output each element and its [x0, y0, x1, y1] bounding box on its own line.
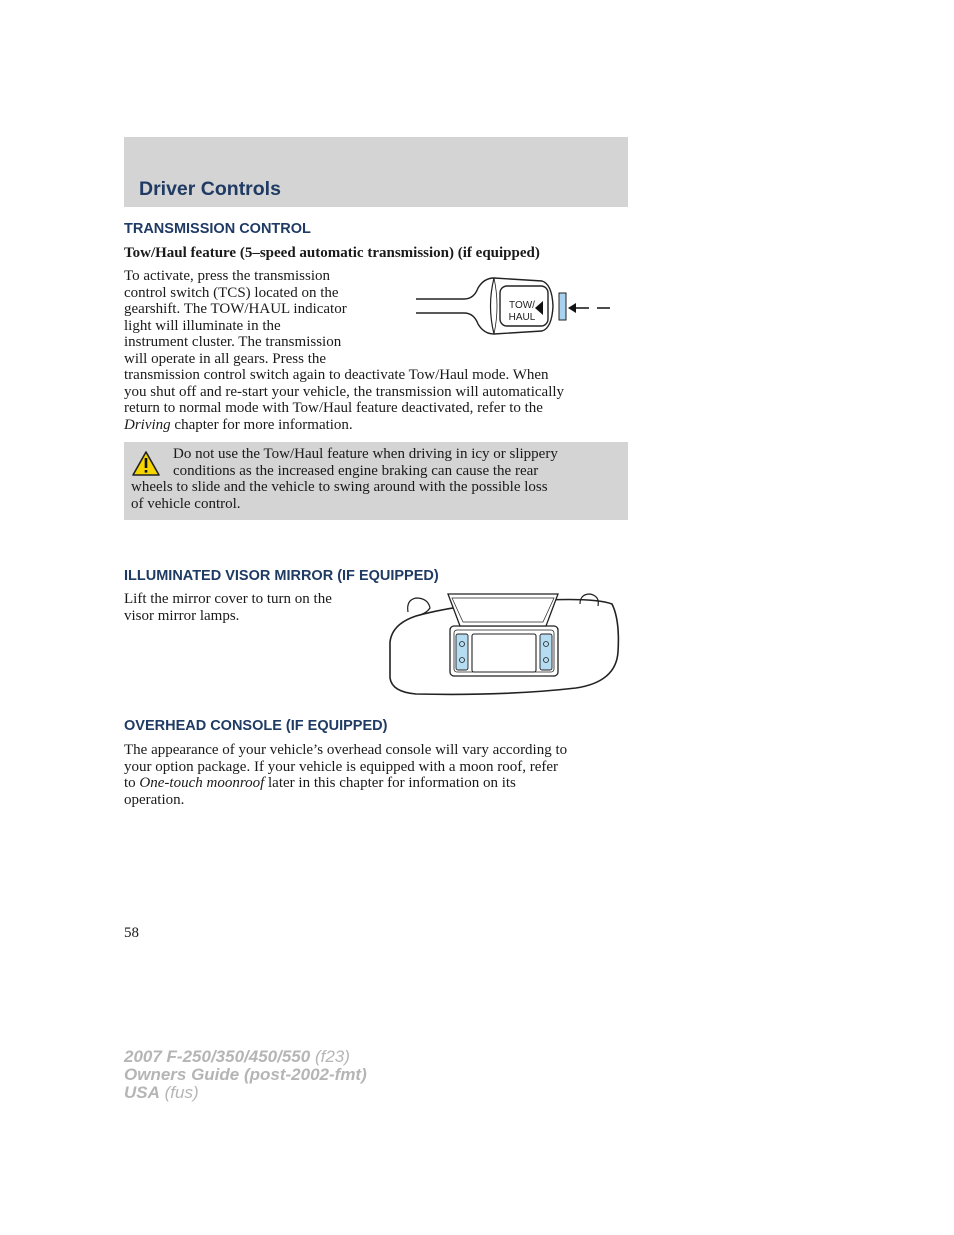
page-number: 58	[124, 925, 139, 941]
text-line: instrument cluster. The transmission	[124, 334, 342, 350]
footer-line: USA (fus)	[124, 1083, 199, 1102]
text-line: light will illuminate in the	[124, 317, 281, 334]
text-line: you shut off and re-start your vehicle, the transmission will automatically	[124, 383, 565, 400]
text-line: visor mirror lamps.	[124, 607, 240, 624]
warning-box	[124, 442, 628, 520]
text-line: will operate in all gears. Press the	[124, 350, 327, 367]
text-line: transmission control switch again to deactivate Tow/Haul mode. When	[124, 367, 549, 383]
haul-label: HAUL	[508, 312, 536, 323]
text-line: The appearance of your vehicle’s overhead console will vary according to	[124, 742, 568, 758]
document-footer	[124, 1048, 367, 1102]
footer-line: 2007 F-250/350/450/550 (f23)	[124, 1047, 350, 1066]
text-line: Lift the mirror cover to turn on the	[124, 591, 332, 607]
transmission-heading: TRANSMISSION CONTROL	[124, 221, 311, 237]
visor-heading: ILLUMINATED VISOR MIRROR (IF EQUIPPED)	[124, 568, 439, 584]
visor-paragraph	[124, 591, 332, 624]
text-line: Driving chapter for more information.	[124, 416, 353, 433]
section-header	[124, 137, 628, 207]
footer-line: Owners Guide (post-2002-fmt)	[124, 1065, 367, 1084]
text-line: to One-touch moonroof later in this chapter for information on its	[124, 775, 516, 791]
text-line: your option package. If your vehicle is equipped with a moon roof, refer	[124, 758, 559, 775]
text-line: of vehicle control.	[131, 495, 241, 512]
gearshift-tow-haul-figure	[410, 270, 625, 342]
warning-text	[131, 446, 625, 512]
tow-label: TOW/	[509, 300, 535, 311]
text-line: wheels to slide and the vehicle to swing around with the possible loss	[131, 479, 548, 495]
moonroof-ref: One-touch moonroof	[139, 775, 265, 791]
text-line: To activate, press the transmission	[124, 268, 330, 284]
tow-haul-subheading: Tow/Haul feature (5–speed automatic transmission) (if equipped)	[124, 245, 540, 261]
text-line: Do not use the Tow/Haul feature when driving in icy or slippery	[173, 446, 558, 462]
text-line: operation.	[124, 791, 185, 808]
text-line: gearshift. The TOW/HAUL indicator	[124, 301, 347, 317]
overhead-paragraph	[124, 742, 567, 808]
text-line: return to normal mode with Tow/Haul feature deactivated, refer to the	[124, 400, 543, 416]
visor-mirror-figure	[386, 590, 622, 698]
driving-chapter-ref: Driving	[124, 416, 171, 433]
text-line: control switch (TCS) located on the	[124, 284, 339, 301]
page-title: Driver Controls	[139, 178, 281, 200]
overhead-heading: OVERHEAD CONSOLE (IF EQUIPPED)	[124, 718, 388, 734]
text-line: conditions as the increased engine braking can cause the rear	[173, 462, 539, 479]
